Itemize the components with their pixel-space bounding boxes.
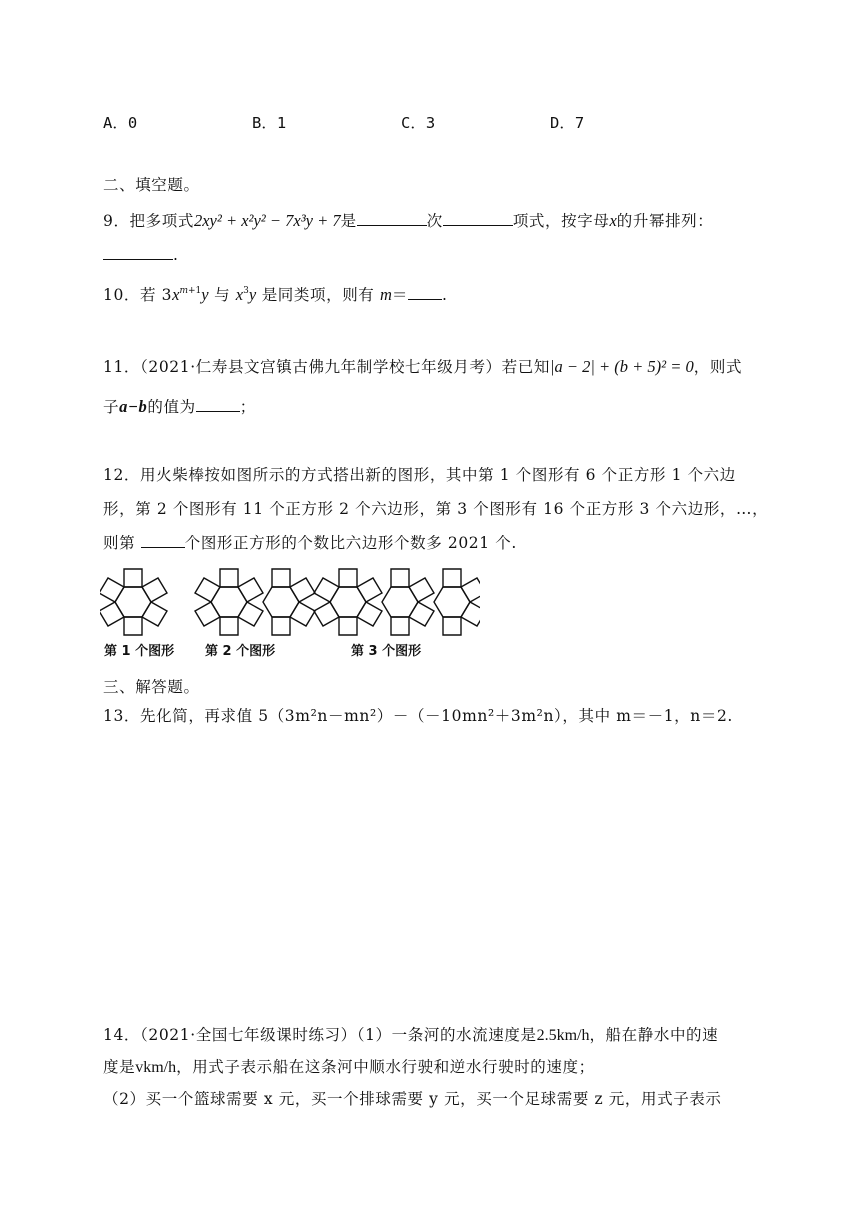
- figure-3-shape: [314, 569, 480, 635]
- q10-equals: ＝: [391, 286, 408, 304]
- option-d: D．7: [550, 114, 585, 132]
- q11-text: 的值为: [147, 398, 196, 416]
- q14-text: 14．（2021·全国七年级课时练习）（1）一条河的水流速度是: [103, 1026, 537, 1044]
- q10-term-2: $x^3y$: [235, 285, 257, 304]
- q9-polynomial: 2xy² + x²y² − 7x³y + 7: [193, 211, 341, 230]
- question-11-line-2: [103, 395, 256, 417]
- q9-text: 次: [426, 212, 443, 230]
- q10-text: 与: [214, 286, 231, 304]
- q10-variable: m: [379, 285, 392, 304]
- q14-text: ，船在静水中的速: [589, 1026, 719, 1044]
- question-14-line-2: [103, 1055, 595, 1077]
- q10-blank[interactable]: [408, 285, 442, 300]
- q9-period: .: [173, 246, 179, 264]
- q11-a-minus-b: a−b: [119, 397, 148, 416]
- figure-2-label: 第 2 个图形: [205, 644, 276, 659]
- q12-text: 个图形正方形的个数比六边形个数多 2021 个.: [184, 534, 517, 552]
- q9-blank-2[interactable]: [443, 211, 513, 226]
- q10-term-1: $3x^{m+1}y$: [161, 285, 209, 304]
- q11-prefix: 11．（2021·仁寿县文宫镇古佛九年制学校七年级月考）若已知: [103, 358, 550, 376]
- q9-number: 9．把多项式: [103, 212, 194, 230]
- question-9: [103, 209, 713, 231]
- figure-2-shape: [195, 569, 315, 635]
- question-12-line-2: 形，第 2 个图形有 11 个正方形 2 个六边形，第 3 个图形有 16 个正方形 3 个六边形，…，: [103, 500, 769, 518]
- option-a: A．0: [103, 114, 138, 132]
- q9-variable: x: [609, 211, 617, 230]
- figure-3-label: 第 3 个图形: [351, 644, 422, 659]
- q11-text: 子: [103, 398, 120, 416]
- q12-blank[interactable]: [141, 533, 185, 548]
- question-10: [103, 283, 448, 305]
- q11-semicolon: ；: [239, 398, 256, 416]
- question-14-line-3: （2）买一个篮球需要 x 元，买一个排球需要 y 元，买一个足球需要 z 元，用式子表示: [103, 1090, 722, 1108]
- question-12-line-1: 12．用火柴棒按如图所示的方式搭出新的图形，其中第 1 个图形有 6 个正方形 1 个六边: [103, 466, 736, 484]
- figure-1-label: 第 1 个图形: [104, 644, 175, 659]
- option-c: C．3: [401, 114, 436, 132]
- question-11: [103, 355, 742, 377]
- question-14-line-1: [103, 1023, 718, 1045]
- section-title-fill-in: 二、填空题。: [103, 176, 200, 194]
- section-title-solve: 三、解答题。: [103, 678, 200, 696]
- q9-blank-1[interactable]: [357, 211, 427, 226]
- option-b: B．1: [252, 114, 287, 132]
- q11-blank[interactable]: [196, 397, 240, 412]
- q9-blank-3[interactable]: [103, 245, 173, 260]
- q9-text: 的升幂排列：: [616, 212, 714, 230]
- q10-period: .: [441, 286, 448, 304]
- q9-answer-line: [103, 245, 179, 264]
- figure-1-shape: [100, 569, 167, 635]
- q11-suffix: ，则式: [693, 358, 743, 376]
- question-12-line-3: [103, 531, 517, 553]
- q14-v-speed: vkm/h: [135, 1059, 177, 1076]
- q10-number: 10．若: [103, 286, 157, 304]
- matchstick-figure: [100, 565, 480, 640]
- q12-text: 则第: [103, 534, 141, 552]
- q14-text: 度是: [103, 1058, 136, 1076]
- q11-expression: |a − 2| + (b + 5)² = 0: [549, 357, 694, 376]
- q9-text: 是: [340, 212, 357, 230]
- q10-text: 是同类项，则有: [261, 286, 375, 304]
- question-13: 13．先化简，再求值 5（3m²n－mn²）－（－10mn²＋3m²n），其中 m＝－1，n＝2.: [103, 707, 733, 725]
- q14-text: ，用式子表示船在这条河中顺水行驶和逆水行驶时的速度；: [176, 1058, 595, 1076]
- q9-text: 项式，按字母: [512, 212, 610, 230]
- q14-speed: 2.5km/h: [536, 1027, 590, 1044]
